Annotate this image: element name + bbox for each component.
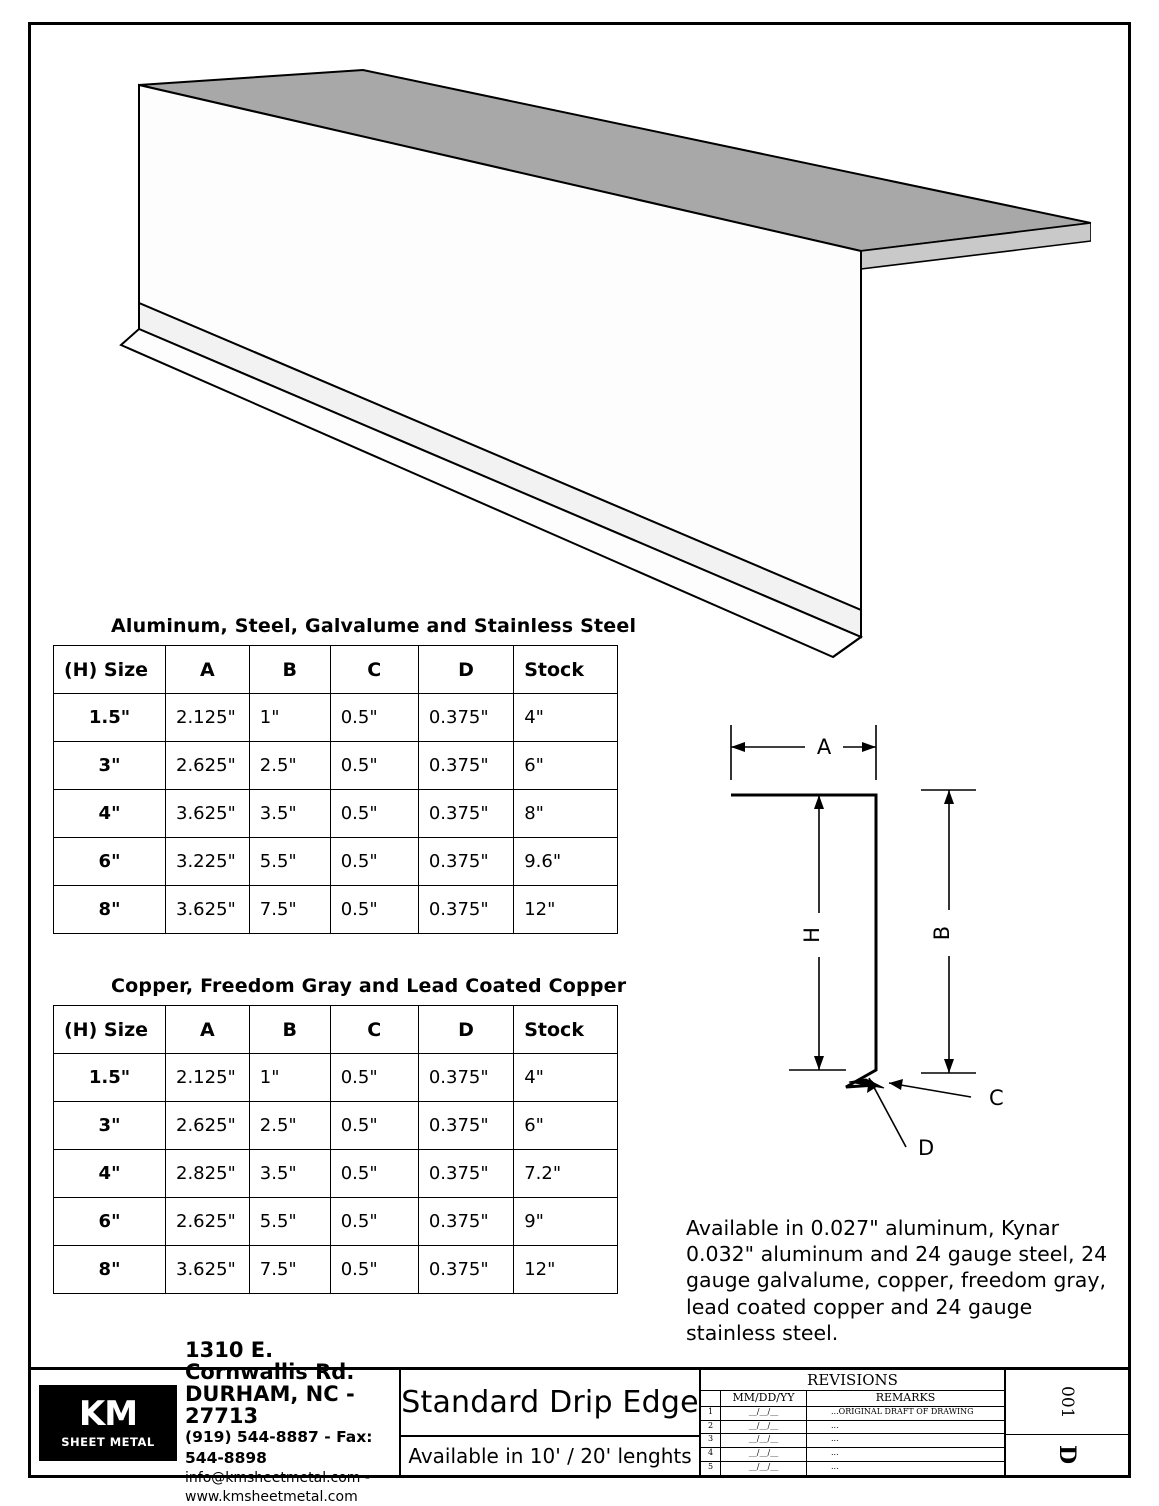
cell-b: 3.5" [249, 790, 330, 838]
table-row [54, 1102, 618, 1150]
cell-d: 0.375" [418, 1102, 513, 1150]
logo-text: KM [78, 1393, 138, 1434]
rev-remark: ... [831, 1420, 839, 1430]
cell-d: 0.375" [418, 1054, 513, 1102]
header-a: A [166, 1006, 250, 1054]
cell-b: 1" [249, 1054, 330, 1102]
cell-c: 0.5" [330, 1246, 418, 1294]
table-header-row [54, 1006, 618, 1054]
cell-b: 3.5" [249, 1150, 330, 1198]
spec-table-aluminum [53, 645, 618, 934]
cell-size: 1.5" [54, 1054, 166, 1102]
table-header-row [54, 646, 618, 694]
rev-num: 2 [701, 1421, 721, 1434]
company-address [177, 1339, 399, 1505]
revision-row [701, 1434, 1004, 1448]
header-stock: Stock [514, 646, 618, 694]
cell-c: 0.5" [330, 838, 418, 886]
cell-c: 0.5" [330, 694, 418, 742]
rev-remark: ... [831, 1434, 839, 1444]
dim-label-b: B [930, 925, 954, 941]
rev-date: __/__/__ [721, 1421, 807, 1434]
cell-stock: 4" [514, 694, 618, 742]
cell-b: 7.5" [249, 1246, 330, 1294]
rev-date: __/__/__ [721, 1448, 807, 1461]
header-h-size: (H) Size [54, 646, 166, 694]
cell-stock: 9.6" [514, 838, 618, 886]
sheet-id-block [1006, 1370, 1128, 1475]
dim-label-h: H [800, 927, 824, 943]
revision-row [701, 1462, 1004, 1475]
cell-a: 2.625" [166, 1198, 250, 1246]
cell-d: 0.375" [418, 1246, 513, 1294]
drawing-title: Standard Drip Edge [401, 1370, 699, 1437]
cell-b: 5.5" [249, 838, 330, 886]
cell-size: 6" [54, 1198, 166, 1246]
header-h-size: (H) Size [54, 1006, 166, 1054]
table-row [54, 742, 618, 790]
drawing-sheet [28, 22, 1131, 1505]
sheet-letter: D [1054, 1445, 1080, 1465]
rev-date: __/__/__ [721, 1407, 807, 1420]
cell-a: 3.225" [166, 838, 250, 886]
dim-label-c: C [989, 1086, 1004, 1110]
cell-a: 3.625" [166, 1246, 250, 1294]
table-row [54, 790, 618, 838]
cell-a: 2.125" [166, 694, 250, 742]
cell-b: 2.5" [249, 1102, 330, 1150]
rev-date: __/__/__ [721, 1434, 807, 1447]
revisions-column-headers [701, 1391, 1004, 1407]
cell-d: 0.375" [418, 886, 513, 934]
availability-note: Available in 0.027" aluminum, Kynar 0.032" aluminum and 24 gauge steel, 24 gauge galvalume, copper, freedom gray, lead coated copper and 24 gauge stainless steel. [686, 1216, 1108, 1345]
rev-num: 3 [701, 1434, 721, 1447]
address-line-1: 1310 E. Cornwallis Rd. [185, 1338, 355, 1385]
cell-size: 3" [54, 742, 166, 790]
cell-a: 3.625" [166, 886, 250, 934]
cell-d: 0.375" [418, 1198, 513, 1246]
header-d: D [418, 646, 513, 694]
table-title-1: Aluminum, Steel, Galvalume and Stainless Steel [111, 615, 637, 637]
spec-table-copper [53, 1005, 618, 1294]
cell-d: 0.375" [418, 694, 513, 742]
cell-c: 0.5" [330, 1198, 418, 1246]
phone-line: (919) 544-8887 - Fax: 544-8898 [185, 1428, 373, 1468]
table-row [54, 838, 618, 886]
cell-stock: 9" [514, 1198, 618, 1246]
rev-remark: ...ORIGINAL DRAFT OF DRAWING [831, 1407, 974, 1417]
table-row [54, 1150, 618, 1198]
cell-size: 4" [54, 1150, 166, 1198]
address-line-2: DURHAM, NC - 27713 [185, 1382, 355, 1429]
table-row [54, 1198, 618, 1246]
cell-b: 1" [249, 694, 330, 742]
company-identity [31, 1338, 401, 1505]
cell-size: 4" [54, 790, 166, 838]
cell-stock: 4" [514, 1054, 618, 1102]
cell-a: 2.625" [166, 1102, 250, 1150]
cell-size: 8" [54, 1246, 166, 1294]
sheet-number: 001 [1006, 1370, 1128, 1435]
drawing-subtitle: Available in 10' / 20' lenghts [408, 1444, 692, 1468]
cell-c: 0.5" [330, 790, 418, 838]
table-title-2: Copper, Freedom Gray and Lead Coated Copper [111, 975, 627, 997]
revision-row [701, 1421, 1004, 1435]
cell-c: 0.5" [330, 1102, 418, 1150]
revision-row [701, 1407, 1004, 1421]
header-c: C [330, 646, 418, 694]
cell-c: 0.5" [330, 1054, 418, 1102]
cell-c: 0.5" [330, 1150, 418, 1198]
cell-size: 8" [54, 886, 166, 934]
cell-stock: 12" [514, 1246, 618, 1294]
dim-label-a: A [816, 735, 832, 759]
cell-a: 2.125" [166, 1054, 250, 1102]
revisions-header: REVISIONS [701, 1370, 1004, 1391]
cell-a: 3.625" [166, 790, 250, 838]
cell-d: 0.375" [418, 838, 513, 886]
drawing-title-cell [401, 1370, 701, 1475]
table-section-copper [53, 975, 626, 1294]
cell-b: 2.5" [249, 742, 330, 790]
cell-stock: 12" [514, 886, 618, 934]
rev-remark: ... [831, 1448, 839, 1458]
rev-num: 1 [701, 1407, 721, 1420]
rev-num: 4 [701, 1448, 721, 1461]
cell-size: 1.5" [54, 694, 166, 742]
email-web-line: info@kmsheetmetal.com - www.kmsheetmetal.com [185, 1470, 370, 1505]
cell-size: 3" [54, 1102, 166, 1150]
header-d: D [418, 1006, 513, 1054]
table-row [54, 1054, 618, 1102]
revisions-block [701, 1370, 1006, 1475]
cell-d: 0.375" [418, 1150, 513, 1198]
header-b: B [249, 646, 330, 694]
rev-remark: ... [831, 1461, 839, 1471]
cell-stock: 6" [514, 1102, 618, 1150]
cell-b: 7.5" [249, 886, 330, 934]
table-section-aluminum [53, 615, 636, 934]
cell-c: 0.5" [330, 742, 418, 790]
rev-date: __/__/__ [721, 1462, 807, 1475]
header-b: B [249, 1006, 330, 1054]
rev-col-remarks: REMARKS [875, 1391, 936, 1404]
cell-size: 6" [54, 838, 166, 886]
table-row [54, 1246, 618, 1294]
cell-stock: 7.2" [514, 1150, 618, 1198]
title-block [31, 1338, 1128, 1505]
table-row [54, 694, 618, 742]
cell-d: 0.375" [418, 742, 513, 790]
header-a: A [166, 646, 250, 694]
revision-row [701, 1448, 1004, 1462]
profile-section-diagram [671, 685, 1111, 1165]
logo-subtext: SHEET METAL [61, 1434, 155, 1449]
table-row [54, 886, 618, 934]
cell-a: 2.625" [166, 742, 250, 790]
km-sheet-metal-logo [39, 1385, 177, 1461]
header-stock: Stock [514, 1006, 618, 1054]
cell-b: 5.5" [249, 1198, 330, 1246]
cell-d: 0.375" [418, 790, 513, 838]
dim-label-d: D [918, 1136, 935, 1160]
rev-col-date: MM/DD/YY [721, 1391, 807, 1406]
cell-stock: 6" [514, 742, 618, 790]
cell-stock: 8" [514, 790, 618, 838]
rev-col-num [701, 1391, 721, 1406]
isometric-drip-edge-drawing [91, 45, 1091, 665]
cell-c: 0.5" [330, 886, 418, 934]
rev-num: 5 [701, 1462, 721, 1475]
header-c: C [330, 1006, 418, 1054]
cell-a: 2.825" [166, 1150, 250, 1198]
